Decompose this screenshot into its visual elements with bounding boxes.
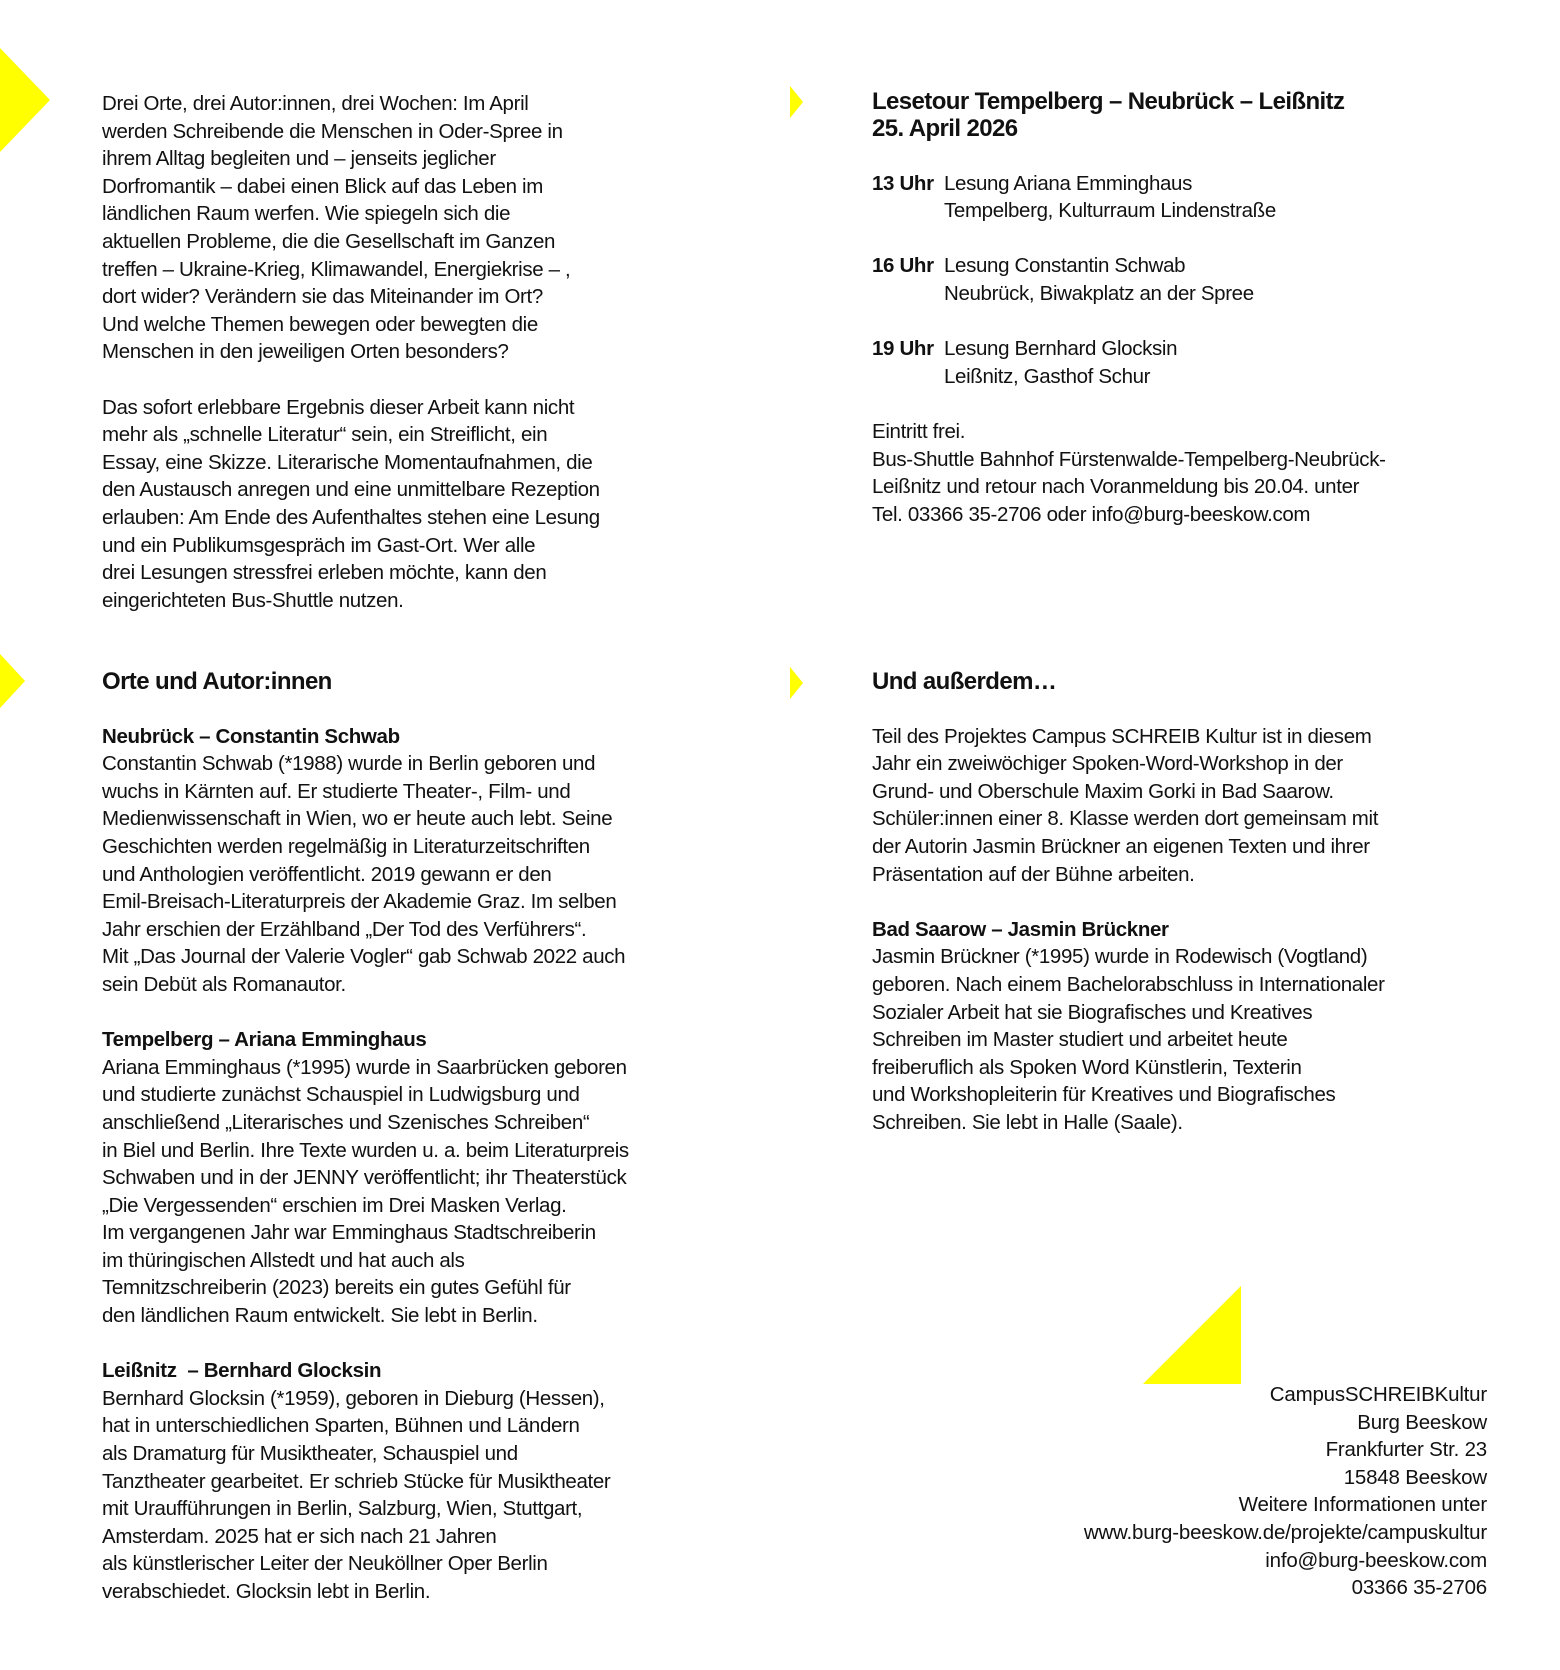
text-line: dort wider? Verändern sie das Miteinander im Ort? xyxy=(102,285,543,309)
text-line: ländlichen Raum werfen. Wie spiegeln sich die xyxy=(102,202,511,226)
schedule-location: Neubrück, Biwakplatz an der Spree xyxy=(944,281,1254,305)
text-line: sein Debüt als Romanautor. xyxy=(102,972,346,996)
text-line: Essay, eine Skizze. Literarische Momentaufnahmen, die xyxy=(102,450,593,474)
text-line: Tel. 03366 35-2706 oder info@burg-beeskow.com xyxy=(872,502,1311,526)
text-line: als Dramaturg für Musiktheater, Schauspiel und xyxy=(102,1442,518,1466)
extra-heading: Und außerdem… xyxy=(872,668,1057,695)
text-line: den ländlichen Raum entwickelt. Sie lebt in Berlin. xyxy=(102,1304,538,1328)
contact-block xyxy=(1084,1381,1487,1602)
author-entry xyxy=(102,1026,762,1330)
text-line: Dorfromantik – dabei einen Blick auf das Leben im xyxy=(102,174,543,198)
text-line: drei Lesungen stressfrei erleben möchte, kann den xyxy=(102,561,547,585)
schedule-location: Tempelberg, Kulturraum Lindenstraße xyxy=(944,199,1276,223)
author-entry xyxy=(102,723,762,999)
text-line: werden Schreibende die Menschen in Oder-Spree in xyxy=(102,119,563,143)
footer-logo-triangle-icon xyxy=(1143,1286,1241,1384)
text-line: aktuellen Probleme, die die Gesellschaft im Ganzen xyxy=(102,229,556,253)
tour-info xyxy=(872,418,1512,528)
text-line: wuchs in Kärnten auf. Er studierte Theater-, Film- und xyxy=(102,779,571,803)
text-line: Mit „Das Journal der Valerie Vogler“ gab Schwab 2022 auch xyxy=(102,945,626,969)
text-line: anschließend „Literarisches und Szenisches Schreiben“ xyxy=(102,1110,590,1134)
author-title: Tempelberg – Ariana Emminghaus xyxy=(102,1028,427,1052)
text-line: Constantin Schwab (*1988) wurde in Berlin geboren und xyxy=(102,752,596,776)
intro-paragraph-1 xyxy=(102,90,742,366)
text-line: freiberuflich als Spoken Word Künstlerin, Texterin xyxy=(872,1055,1302,1079)
intro-section xyxy=(102,90,742,614)
text-line: Jahr erschien der Erzählband „Der Tod des Verführers“. xyxy=(102,917,587,941)
text-line: der Autorin Jasmin Brückner an eigenen Texten und ihrer xyxy=(872,834,1370,858)
text-line: den Austausch anregen und eine unmittelbare Rezeption xyxy=(102,478,600,502)
tour-section xyxy=(872,88,1512,528)
author-entry xyxy=(102,1357,762,1605)
text-line: Drei Orte, drei Autor:innen, drei Wochen: Im April xyxy=(102,92,529,115)
org-city: 15848 Beeskow xyxy=(1343,1465,1487,1489)
text-line: in Biel und Berlin. Ihre Texte wurden u. a. beim Literaturpreis xyxy=(102,1138,629,1162)
schedule-event: Lesung Ariana Emminghaus xyxy=(944,171,1193,195)
author-title: Neubrück – Constantin Schwab xyxy=(102,724,400,748)
extra-section xyxy=(872,668,1532,1137)
text-line: hat in unterschiedlichen Sparten, Bühnen und Ländern xyxy=(102,1414,580,1438)
text-line: Jahr ein zweiwöchiger Spoken-Word-Workshop in der xyxy=(872,752,1343,776)
text-line: und ein Publikumsgespräch im Gast-Ort. Wer alle xyxy=(102,533,536,557)
schedule-event: Lesung Bernhard Glocksin xyxy=(944,337,1178,361)
author-entry xyxy=(872,916,1532,1137)
author-title: Bad Saarow – Jasmin Brückner xyxy=(872,917,1169,941)
text-line: Schwaben und in der JENNY veröffentlicht; ihr Theaterstück xyxy=(102,1166,627,1190)
text-line: Menschen in den jeweiligen Orten besonders? xyxy=(102,340,509,364)
text-line: und Workshopleiterin für Kreatives und Biografisches xyxy=(872,1083,1336,1107)
text-line: Bus-Shuttle Bahnhof Fürstenwalde-Tempelberg-Neubrück- xyxy=(872,447,1386,471)
text-line: Emil-Breisach-Literaturpreis der Akademie Graz. Im selben xyxy=(102,890,617,914)
text-line: Und welche Themen bewegen oder bewegten die xyxy=(102,312,538,336)
text-line: im thüringischen Allstedt und hat auch als xyxy=(102,1248,465,1272)
schedule-event: Lesung Constantin Schwab xyxy=(944,254,1186,278)
marker-intro-icon xyxy=(0,48,50,152)
author-title: Leißnitz – Bernhard Glocksin xyxy=(102,1359,382,1383)
schedule-item xyxy=(872,170,1512,225)
marker-tour-icon xyxy=(790,86,803,118)
website-link[interactable]: www.burg-beeskow.de/projekte/campuskultur xyxy=(1083,1520,1487,1544)
intro-paragraph-2 xyxy=(102,394,742,615)
schedule-time: 16 Uhr xyxy=(872,254,934,278)
text-line: Tanztheater gearbeitet. Er schrieb Stücke für Musiktheater xyxy=(102,1469,611,1493)
text-line: Geschichten werden regelmäßig in Literaturzeitschriften xyxy=(102,834,590,858)
text-line: erlauben: Am Ende des Aufenthaltes stehen eine Lesung xyxy=(102,505,600,529)
text-line: Temnitzschreiberin (2023) bereits ein gutes Gefühl für xyxy=(102,1276,571,1300)
schedule-location: Leißnitz, Gasthof Schur xyxy=(944,364,1151,388)
text-line: ihrem Alltag begleiten und – jenseits jeglicher xyxy=(102,147,496,171)
text-line: Grund- und Oberschule Maxim Gorki in Bad Saarow. xyxy=(872,779,1334,803)
text-line: Amsterdam. 2025 hat er sich nach 21 Jahren xyxy=(102,1524,497,1548)
text-line: „Die Vergessenden“ erschien im Drei Masken Verlag. xyxy=(102,1193,567,1217)
text-line: geboren. Nach einem Bachelorabschluss in Internationaler xyxy=(872,972,1385,996)
text-line: Schreiben im Master studiert und arbeitet heute xyxy=(872,1028,1288,1052)
text-line: mit Uraufführungen in Berlin, Salzburg, Wien, Stuttgart, xyxy=(102,1497,583,1521)
text-line: eingerichteten Bus-Shuttle nutzen. xyxy=(102,588,404,612)
org-venue: Burg Beeskow xyxy=(1357,1410,1487,1434)
text-line: Jasmin Brückner (*1995) wurde in Rodewisch (Vogtland) xyxy=(872,945,1368,969)
schedule-time: 13 Uhr xyxy=(872,171,934,195)
text-line: als künstlerischer Leiter der Neuköllner Oper Berlin xyxy=(102,1552,548,1576)
text-line: Präsentation auf der Bühne arbeiten. xyxy=(872,862,1195,886)
org-street: Frankfurter Str. 23 xyxy=(1325,1438,1487,1462)
schedule-time: 19 Uhr xyxy=(872,337,934,361)
marker-authors-icon xyxy=(0,654,25,708)
tour-title: Lesetour Tempelberg – Neubrück – Leißnitz xyxy=(872,88,1345,115)
extra-intro xyxy=(872,723,1532,889)
text-line: Teil des Projektes Campus SCHREIB Kultur ist in diesem xyxy=(872,724,1372,748)
text-line: Sozialer Arbeit hat sie Biografisches und Kreatives xyxy=(872,1000,1313,1024)
text-line: und Anthologien veröffentlicht. 2019 gewann er den xyxy=(102,862,552,886)
marker-extra-icon xyxy=(790,667,803,699)
text-line: Schüler:innen einer 8. Klasse werden dort gemeinsam mit xyxy=(872,807,1379,831)
email-link[interactable]: info@burg-beeskow.com xyxy=(1265,1548,1487,1572)
schedule-item xyxy=(872,335,1512,390)
more-info-label: Weitere Informationen unter xyxy=(1238,1493,1487,1517)
text-line: verabschiedet. Glocksin lebt in Berlin. xyxy=(102,1580,431,1603)
tour-date: 25. April 2026 xyxy=(872,115,1018,142)
text-line: treffen – Ukraine-Krieg, Klimawandel, Energiekrise – , xyxy=(102,257,571,281)
phone-number: 03366 35-2706 xyxy=(1351,1576,1487,1600)
text-line: Schreiben. Sie lebt in Halle (Saale). xyxy=(872,1110,1183,1134)
text-line: Im vergangenen Jahr war Emminghaus Stadtschreiberin xyxy=(102,1221,596,1245)
text-line: Medienwissenschaft in Wien, wo er heute auch lebt. Seine xyxy=(102,807,613,831)
text-line: Das sofort erlebbare Ergebnis dieser Arbeit kann nicht xyxy=(102,395,575,419)
authors-heading: Orte und Autor:innen xyxy=(102,668,332,695)
text-line: Eintritt frei. xyxy=(872,419,966,443)
text-line: und studierte zunächst Schauspiel in Ludwigsburg und xyxy=(102,1083,580,1107)
authors-section xyxy=(102,668,762,1606)
text-line: mehr als „schnelle Literatur“ sein, ein Streiflicht, ein xyxy=(102,423,548,447)
schedule-item xyxy=(872,252,1512,307)
text-line: Ariana Emminghaus (*1995) wurde in Saarbrücken geboren xyxy=(102,1055,627,1079)
text-line: Bernhard Glocksin (*1959), geboren in Dieburg (Hessen), xyxy=(102,1386,605,1410)
org-name: CampusSCHREIBKultur xyxy=(1269,1383,1487,1406)
text-line: Leißnitz und retour nach Voranmeldung bis 20.04. unter xyxy=(872,475,1360,499)
